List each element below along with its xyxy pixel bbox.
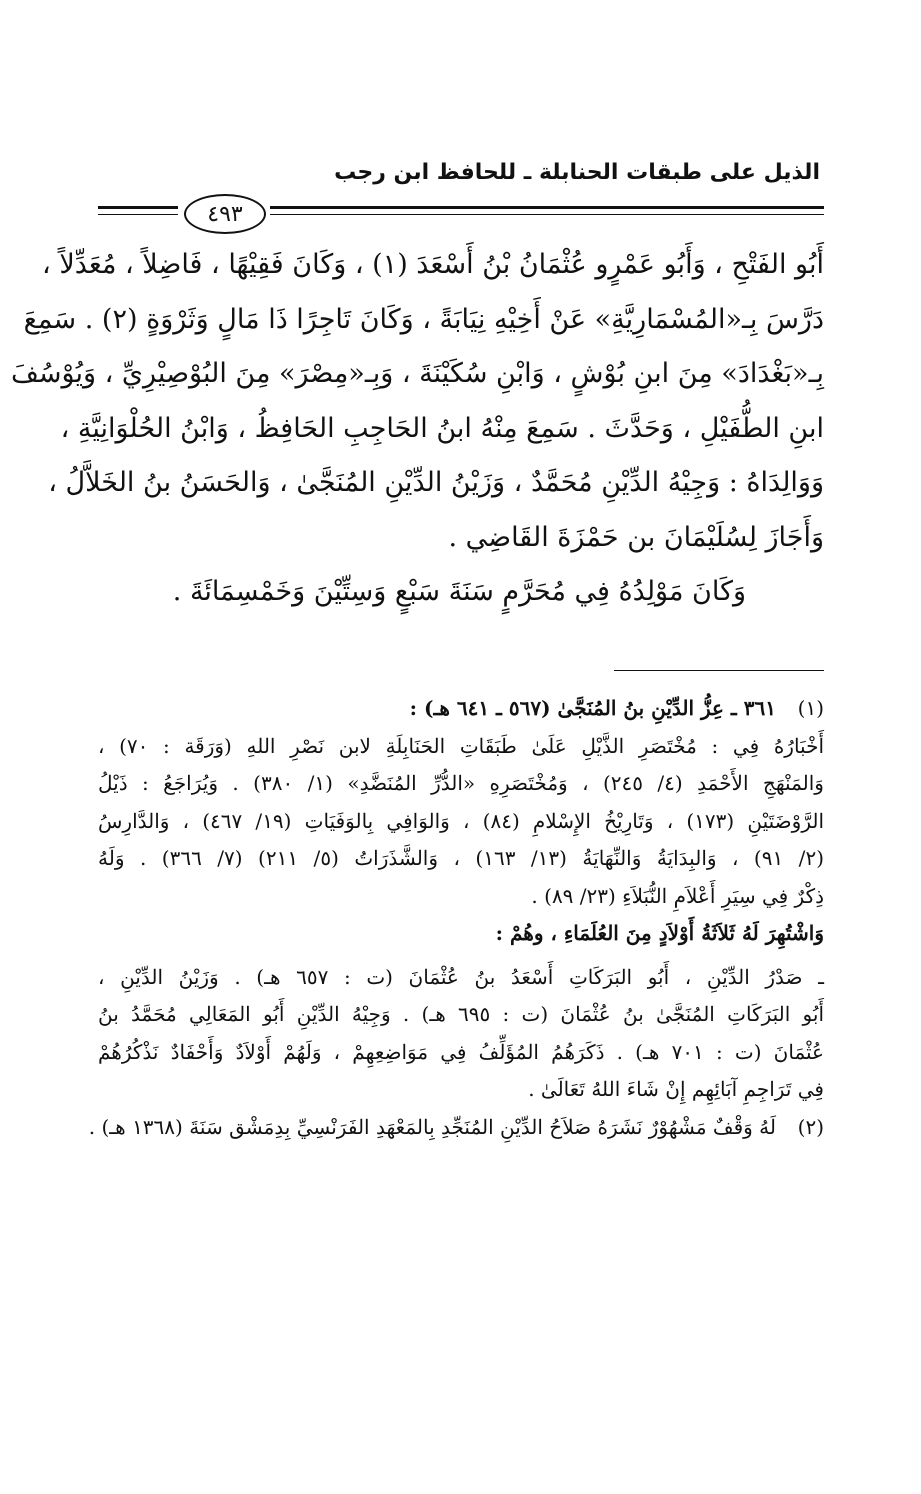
footnote-2 [88,1109,824,1147]
sons-heading: وَاشْتُهِرَ لَهُ ثَلاَثَةُ أَوْلاَدٍ مِنَ العُلَمَاءِ ، وهُمْ : [495,921,824,945]
text-line: بِـ«بَغْدَادَ» مِنَ ابنِ بُوْشٍ ، وَابْنِ سُكَيْنَةَ ، وَبِـ«مِصْرَ» مِنَ البُوْصِيْرِيِّ ، وَيُوْسُفَ [10,358,824,389]
birth-paragraph: وَكَانَ مَوْلِدُهُ فِي مُحَرَّمٍ سَنَةَ سَبْعٍ وَسِتِّيْنَ وَخَمْسِمَائَةَ . [172,576,746,607]
main-text [10,238,824,620]
text-line: وَوَالِدَاهُ : وَجِيْهُ الدِّيْنِ مُحَمَّدٌ ، وَزَيْنُ الدِّيْنِ المُنَجَّىٰ ، وَالحَسَنُ بنُ الخَلاَّلُ ، [48,467,824,498]
header-rule-left [98,206,178,209]
footnote-2-marker: (٢) [797,1114,824,1139]
footnote-line: (٢/ ٩١) ، وَالبِدَايَةُ وَالنِّهَايَةُ (١٣/ ١٦٣) ، وَالشَّذَرَاتُ (٥/ ٢١١) (٧/ ٣٦٦) . وَلَهُ [98,846,824,870]
footnotes [88,690,825,1146]
footnote-1-title: ٣٦١ ـ عِزُّ الدِّيْنِ بنُ المُنَجَّىٰ (٥٦٧ ـ ٦٤١ هـ) : [409,696,776,720]
footnote-line: الرَّوْضَتَيْنِ (١٧٣) ، وَتَارِيْخُ الإِسْلامِ (٨٤) ، وَالوَافِي بِالوَفَيَاتِ (١٩/ ٤٦٧) ، وَالدَّارِسُ [98,808,824,833]
footnote-line: أَبُو البَرَكَاتِ المُنَجَّىٰ بنُ عُثْمَانَ (ت : ٦٩٥ هـ) . وَجِيْهُ الدِّيْنِ أَبُو المَعَالِي مُحَمَّدُ بنُ [98,1002,825,1026]
page-number: ٤٩٣ [184,194,266,234]
footnote-separator [614,670,824,671]
footnote-line: ذِكْرٌ فِي سِيَرِ أَعْلاَمِ النُّبَلاَءِ (٢٣/ ٨٩) . [531,883,824,908]
text-line: ابنِ الطُّفَيْلِ ، وَحَدَّثَ . سَمِعَ مِنْهُ ابنُ الحَاجِبِ الحَافِظُ ، وَابْنُ الحُلْوَانِيَّةِ ، [60,412,824,444]
footnote-line: أَخْبَارُهُ فِي : مُخْتَصَرِ الذَّيْلِ عَلَىٰ طَبَقَاتِ الحَنَابِلَةِ لابن نَصْرِ اللهِ (وَرَقَة : ٧٠) ، [98,733,825,758]
header-rule-right-thin [270,214,824,215]
text-line: وَأَجَازَ لِسُلَيْمَانَ بن حَمْزَةَ القَاضِي . [448,521,824,553]
header-rule-right [270,206,824,209]
footnote-line: وَالمَنْهَجِ الأَحْمَدِ (٤/ ٢٤٥) ، وَمُخْتَصَرِهِ «الدُّرِّ المُنَضَّدِ» (١/ ٣٨٠) . وَيُرَاجَعُ : ذَيْلُ [98,771,824,795]
footnote-2-text: لَهُ وَقْفٌ مَشْهُوْرٌ نَشَرَهُ صَلاَحُ الدِّيْنِ المُنَجِّدِ بِالمَعْهَدِ الفَرَنْسِيِّ بِدِمَشْق سَنَةَ (١٣٦٨ هـ) . [88,1114,776,1139]
footnote-line: فِي تَرَاجِمِ آبَائِهِم إِنْ شَاءَ اللهُ تَعَالَىٰ . [528,1077,824,1101]
footnote-1-marker: (١) [797,696,824,720]
header-rule-left-thin [98,214,178,215]
text-line: دَرَّسَ بِـ«المُسْمَارِيَّةِ» عَنْ أَخِيْهِ نِيَابَةً ، وَكَانَ تَاجِرًا ذَا مَالٍ وَثَرْوَةٍ (٢) . سَمِعَ [23,303,824,335]
footnote-line: ـ صَدْرُ الدِّيْنِ ، أَبُو البَرَكَاتِ أَسْعَدُ بنُ عُثْمَانَ (ت : ٦٥٧ هـ) . وَزَيْنُ الدِّيْنِ ، [98,964,824,989]
text-line: أَبُو الفَتْحِ ، وَأَبُو عَمْرٍو عُثْمَانُ بْنُ أَسْعَدَ (١) ، وَكَانَ فَقِيْهًا ، فَاضِلاً ، مُعَدِّلاً ، [42,249,824,280]
footnote-line: عُثْمَانَ (ت : ٧٠١ هـ) . ذَكَرَهُمُ المُؤَلِّفُ فِي مَوَاضِعِهِمْ ، وَلَهُمْ أَوْلاَدٌ وَأَحْفَادٌ نَذْكُرُهُمْ [98,1039,824,1064]
footnote-1-heading [98,690,824,728]
running-title: الذيل على طبقات الحنابلة ـ للحافظ ابن رجب [334,160,820,185]
